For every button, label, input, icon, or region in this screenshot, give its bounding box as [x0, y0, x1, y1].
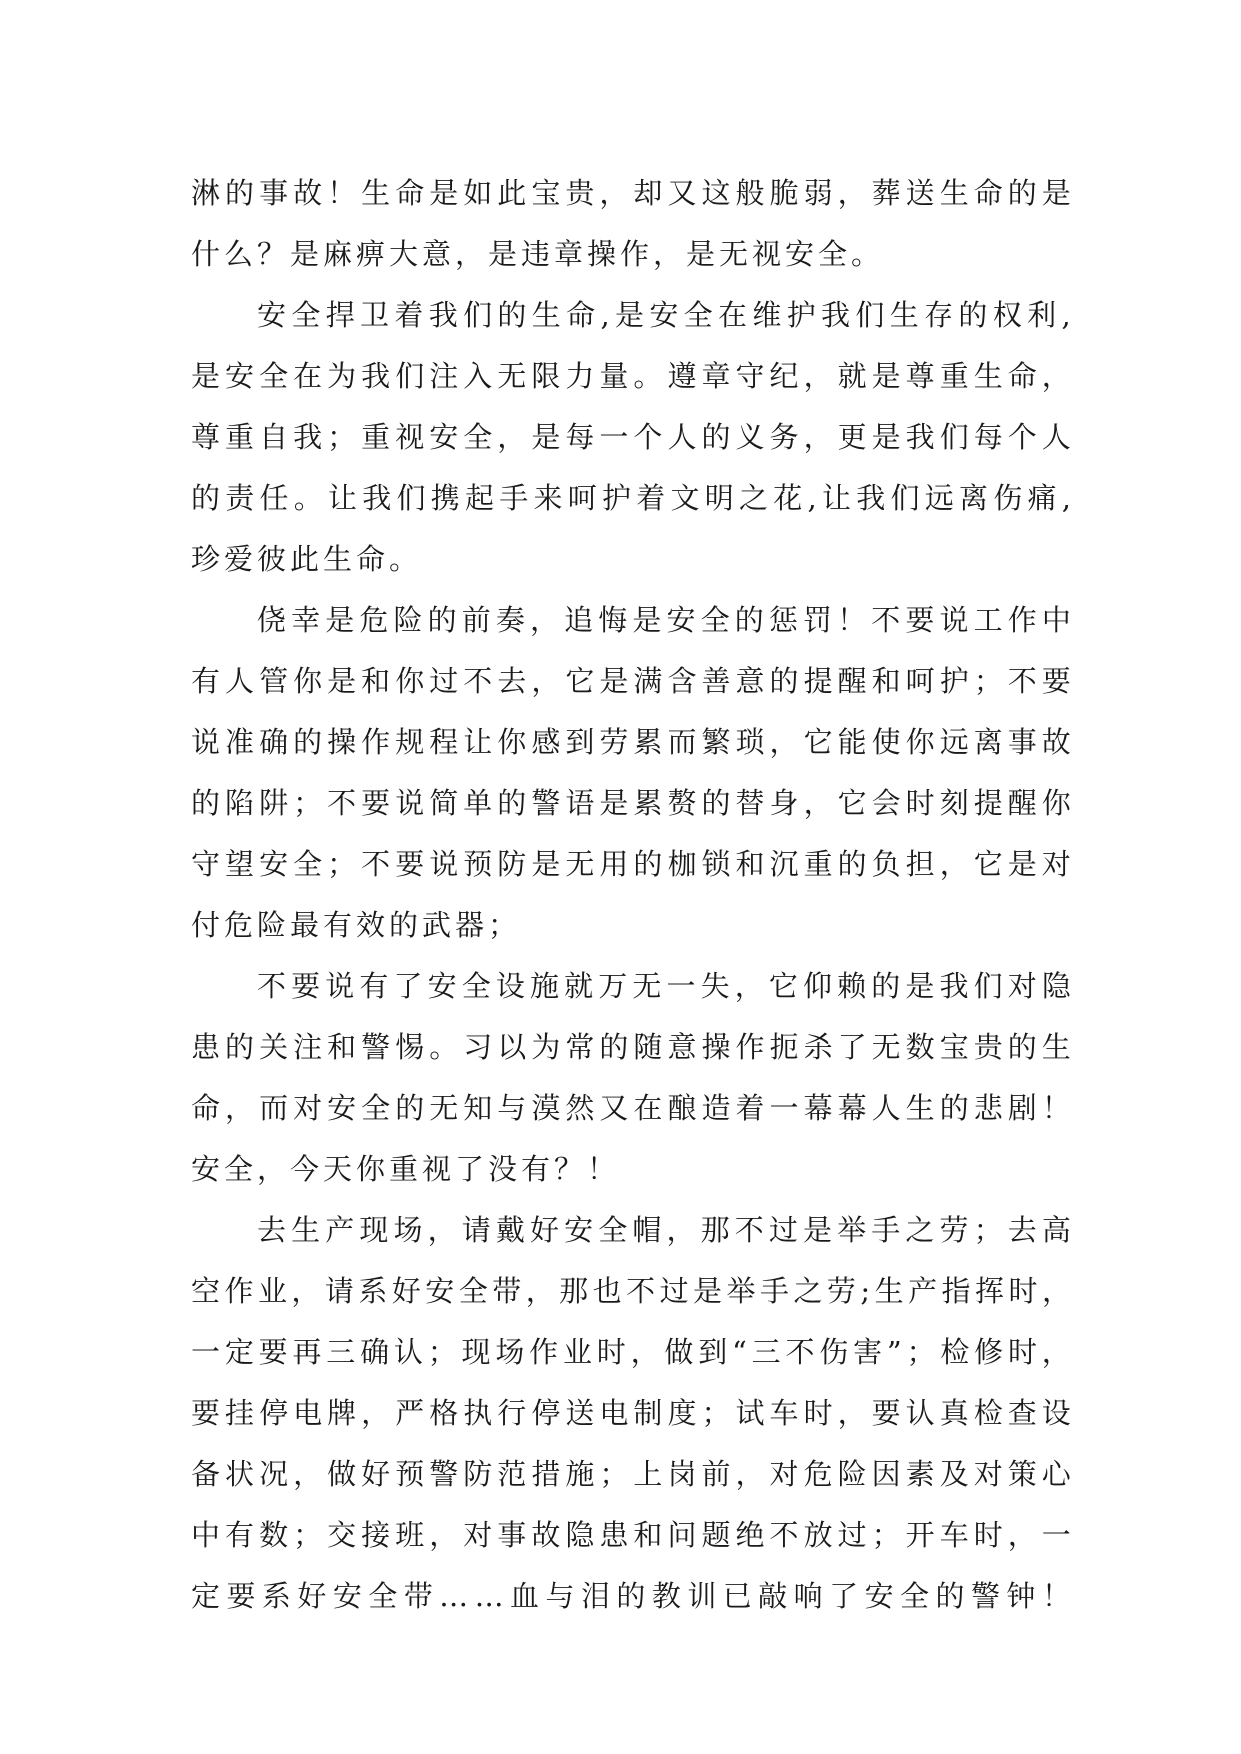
text-line: 安全，今天你重视了没有？！: [191, 1152, 621, 1186]
text-line: 备 状 况 ， 做 好 预 警 防 范 措 施 ； 上 岗 前 ， 对 危 险 因 素 及 对 策 心: [191, 1457, 1071, 1491]
text-line: 命 ， 而 对 安 全 的 无 知 与 漠 然 又 在 酿 造 着 一 幕 幕 人 生 的 悲 剧 ！: [191, 1091, 1071, 1125]
text-line: 付危险最有效的武器；: [191, 908, 522, 942]
text-line: 侥 幸 是 危 险 的 前 奏 ， 追 悔 是 安 全 的 惩 罚 ！ 不 要 说 工 作 中: [257, 603, 1071, 637]
text-line: 要 挂 停 电 牌 ， 严 格 执 行 停 送 电 制 度 ； 试 车 时 ， 要 认 真 检 查 设: [191, 1396, 1071, 1430]
text-line: 不 要 说 有 了 安 全 设 施 就 万 无 一 失 ， 它 仰 赖 的 是 我 们 对 隐: [257, 969, 1071, 1003]
text-line: 患 的 关 注 和 警 惕 。 习 以 为 常 的 随 意 操 作 扼 杀 了 无 数 宝 贵 的 生: [191, 1030, 1071, 1064]
text-line: 尊 重 自 我 ； 重 视 安 全 ， 是 每 一 个 人 的 义 务 ， 更 是 我 们 每 个 人: [191, 420, 1071, 454]
text-line: 的 陷 阱 ； 不 要 说 简 单 的 警 语 是 累 赘 的 替 身 ， 它 会 时 刻 提 醒 你: [191, 786, 1071, 820]
text-line: 说 准 确 的 操 作 规 程 让 你 感 到 劳 累 而 繁 琐 ， 它 能 使 你 远 离 事 故: [191, 725, 1071, 759]
text-line: 有 人 管 你 是 和 你 过 不 去 ， 它 是 满 含 善 意 的 提 醒 和 呵 护 ； 不 要: [191, 664, 1071, 698]
text-line: 定 要 系 好 安 全 带 … … 血 与 泪 的 教 训 已 敲 响 了 安 全 的 警 钟 ！: [191, 1579, 1071, 1613]
text-line: 中 有 数 ； 交 接 班 ， 对 事 故 隐 患 和 问 题 绝 不 放 过 ； 开 车 时 ， 一: [191, 1518, 1071, 1552]
text-line: 守 望 安 全 ； 不 要 说 预 防 是 无 用 的 枷 锁 和 沉 重 的 负 担 ， 它 是 对: [191, 847, 1071, 881]
body-text: [191, 163, 1071, 1627]
text-line: 是 安 全 在 为 我 们 注 入 无 限 力 量 。 遵 章 守 纪 ， 就 是 尊 重 生 命 ，: [191, 359, 1071, 393]
text-line: 一 定 要 再 三 确 认 ； 现 场 作 业 时 ， 做 到 “ 三 不 伤 害 ” ； 检 修 时 ，: [191, 1335, 1071, 1369]
text-line: 什么？是麻痹大意，是违章操作，是无视安全。: [191, 237, 885, 271]
text-line: 珍爱彼此生命。: [191, 542, 423, 576]
text-line: 淋 的 事 故 ！ 生 命 是 如 此 宝 贵 ， 却 又 这 般 脆 弱 ， 葬 送 生 命 的 是: [191, 176, 1071, 210]
text-line: 空 作 业 ， 请 系 好 安 全 带 ， 那 也 不 过 是 举 手 之 劳 ; 生 产 指 挥 时 ，: [191, 1274, 1071, 1308]
text-line: 去 生 产 现 场 ， 请 戴 好 安 全 帽 ， 那 不 过 是 举 手 之 劳 ； 去 高: [257, 1213, 1071, 1247]
text-line: 安 全 捍 卫 着 我 们 的 生 命 , 是 安 全 在 维 护 我 们 生 存 的 权 利 ,: [257, 298, 1071, 332]
text-line: 的 责 任 。 让 我 们 携 起 手 来 呵 护 着 文 明 之 花 , 让 我 们 远 离 伤 痛 ,: [191, 481, 1071, 515]
